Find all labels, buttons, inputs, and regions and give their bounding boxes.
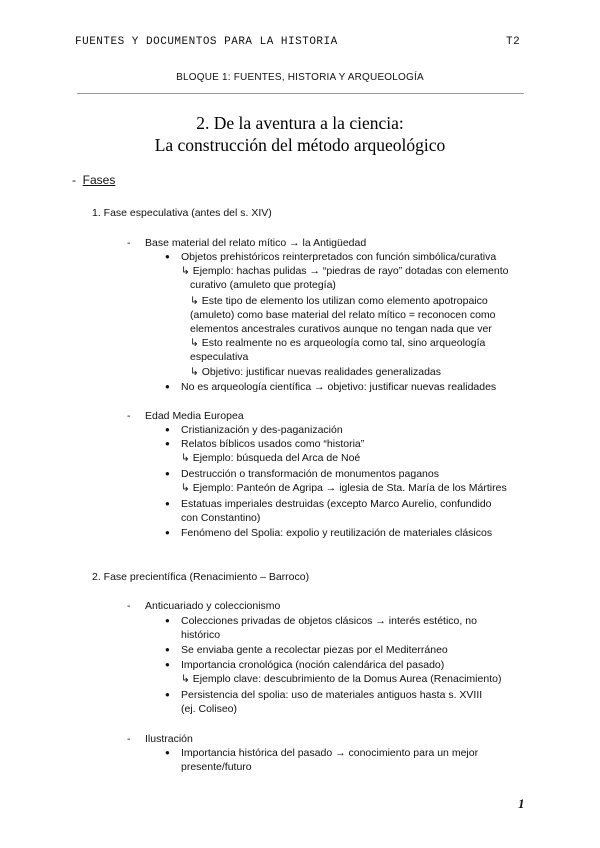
phase-2-sub-2: Ilustración [145, 733, 193, 745]
list-item: ● No es arqueología científica → objetivo: justificar nuevas realidades [181, 380, 496, 394]
section-heading [72, 173, 115, 187]
phase-1-sub-1: Base material del relato mítico → la Antigüedad [145, 237, 367, 249]
list-item-continuation: histórico [181, 629, 221, 641]
section-dash: - [72, 173, 76, 187]
phase-1-dash-1: - [127, 237, 131, 249]
list-item: ● Destrucción o transformación de monumentos paganos [181, 467, 439, 481]
list-item: ● Estatuas imperiales destruidas (excepto Marco Aurelio, confundido [181, 497, 492, 511]
list-item-note: ↳ Esto realmente no es arqueología como tal, sino arqueología [190, 337, 486, 349]
section-label: Fases [82, 173, 116, 187]
header-divider [77, 93, 524, 94]
list-item-note: ↳ Este tipo de elemento los utilizan como elemento apotropaico [190, 295, 488, 307]
list-item: ● Persistencia del spolia: uso de materiales antiguos hasta s. XVIII [181, 688, 482, 702]
list-item-note: curativo (amuleto que protegía) [190, 279, 336, 291]
header-course-title: FUENTES Y DOCUMENTOS PARA LA HISTORIA [75, 36, 338, 48]
phase-2-dash-2: - [127, 733, 131, 745]
page-title-line-1: 2. De la aventura a la ciencia: [196, 113, 404, 133]
list-item-continuation: presente/futuro [181, 761, 252, 773]
list-item-continuation: (ej. Coliseo) [181, 703, 238, 715]
page-title-line-2: La construcción del método arqueológico [154, 135, 446, 155]
list-item: ● Objetos prehistóricos reinterpretados con función simbólica/curativa [181, 250, 496, 264]
list-item: ● Colecciones privadas de objetos clásicos → interés estético, no [181, 614, 477, 628]
list-item: ● Importancia cronológica (noción calendárica del pasado) [181, 658, 444, 672]
list-item: ● Fenómeno del Spolia: expolio y reutilización de materiales clásicos [181, 526, 492, 540]
list-item-note: elementos ancestrales curativos aunque no tengan nada que ver [190, 323, 492, 335]
list-item-continuation: con Constantino) [181, 512, 261, 524]
list-item: ● Se enviaba gente a recolectar piezas por el Mediterráneo [181, 643, 448, 657]
phase-1-heading: 1. Fase especulativa (antes del s. XIV) [92, 207, 272, 219]
list-item: ● Importancia histórica del pasado → conocimiento para un mejor [181, 746, 478, 760]
list-item-note: ↳ Ejemplo: búsqueda del Arca de Noé [181, 452, 361, 464]
list-item: ● Relatos bíblicos usados como “historia” [181, 437, 364, 451]
list-item-note: (amuleto) como base material del relato mítico = reconocen como [190, 309, 496, 321]
phase-2-dash-1: - [127, 600, 131, 612]
list-item-note: ↳ Ejemplo clave: descubrimiento de la Domus Aurea (Renacimiento) [181, 673, 502, 685]
phase-1-sub-2: Edad Media Europea [145, 410, 244, 422]
header-topic-number: T2 [506, 36, 521, 48]
phase-1-dash-2: - [127, 410, 131, 422]
page-number: 1 [518, 796, 525, 811]
phase-2-heading: 2. Fase precientífica (Renacimiento – Barroco) [92, 571, 310, 583]
list-item-note: ↳ Ejemplo: Panteón de Agripa → iglesia de Sta. María de los Mártires [181, 482, 507, 494]
list-item: ● Cristianización y des-paganización [181, 423, 343, 437]
header-block-subtitle: BLOQUE 1: FUENTES, HISTORIA Y ARQUEOLOGÍA [176, 72, 424, 83]
phase-2-sub-1: Anticuariado y coleccionismo [145, 600, 281, 612]
list-item-note: ↳ Objetivo: justificar nuevas realidades generalizadas [190, 366, 442, 378]
list-item-note: especulativa [190, 351, 249, 363]
list-item-note: ↳ Ejemplo: hachas pulidas → “piedras de rayo” dotadas con elemento [181, 265, 509, 277]
